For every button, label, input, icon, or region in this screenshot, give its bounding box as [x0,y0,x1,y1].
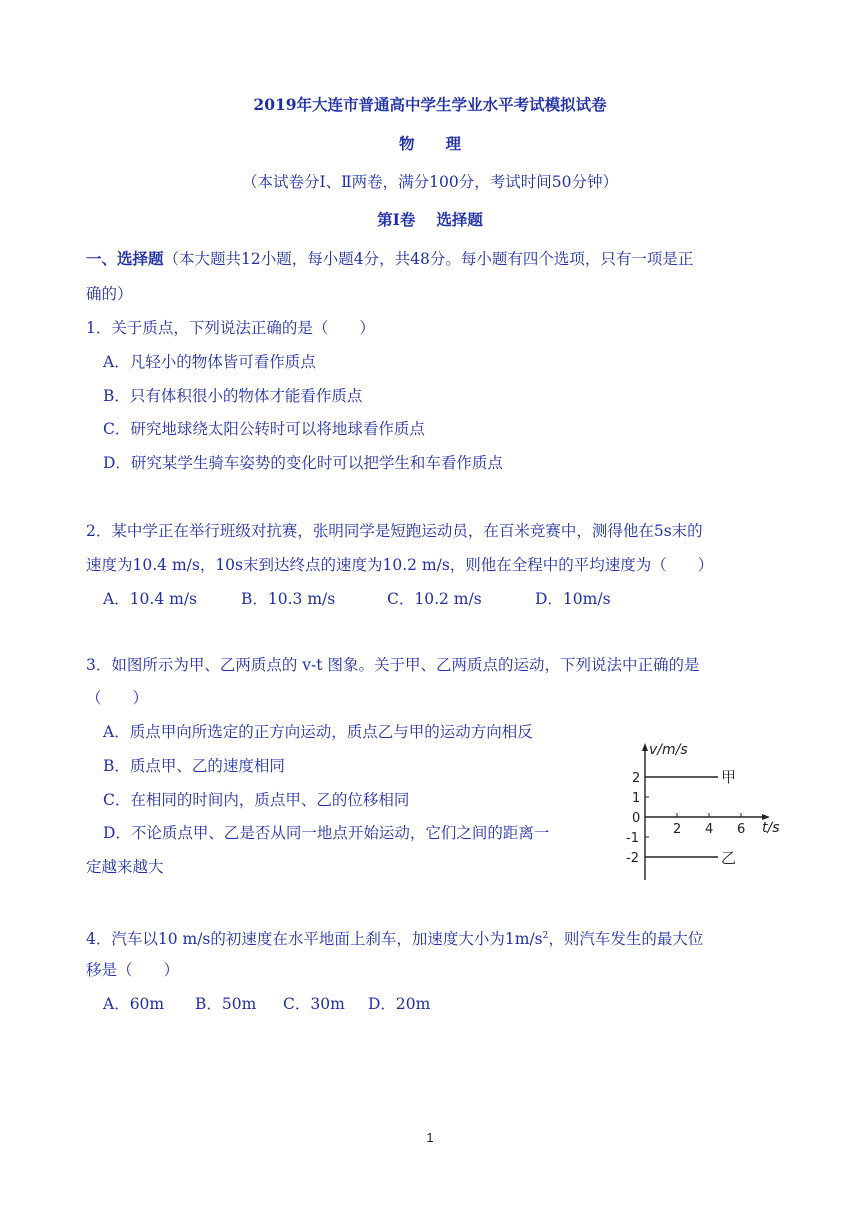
subject-title: 物 理 [398,134,461,153]
q2-option-d: D．10m/s [535,590,611,608]
q3-option-d-line1: D．不论质点甲、乙是否从同一地点开始运动，它们之间的距离一 [103,824,550,842]
q2-option-b: B．10.3 m/s [241,590,336,608]
ytick-1: 1 [632,791,641,806]
q4-option-b: B．50m [195,995,257,1013]
graph-y-arrow [642,743,648,751]
exam-title: 2019年大连市普通高中学生学业水平考试模拟试卷 [253,95,607,114]
q4-line1-b: ，则汽车发生的最大位 [548,930,704,949]
q4-superscript: 2 [542,931,549,941]
ytick-neg1: -1 [626,831,639,846]
q3-line1: 3．如图所示为甲、乙两质点的 v-t 图象。关于甲、乙两质点的运动，下列说法中正确的是 [86,656,700,674]
q1-option-b: B．只有体积很小的物体才能看作质点 [103,387,363,405]
ytick-0: 0 [632,811,641,826]
q3-option-d-line2: 定越来越大 [86,858,164,876]
q4-option-d: D．20m [368,995,431,1013]
ytick-2: 2 [632,771,641,786]
vt-graph [615,740,795,885]
exam-note: （本试卷分Ⅰ、Ⅱ两卷，满分100分，考试时间50分钟） [242,173,618,191]
q1-stem: 1．关于质点，下列说法正确的是（ ） [86,319,375,337]
q4-option-c: C．30m [283,995,345,1013]
q1-option-c: C．研究地球绕太阳公转时可以将地球看作质点 [103,420,425,438]
q3-option-a: A．质点甲向所选定的正方向运动，质点乙与甲的运动方向相反 [103,723,533,741]
part1-instr-line2: 确的） [86,285,133,303]
q2-option-a: A．10.4 m/s [103,590,198,608]
section-title: 第Ⅰ卷 选择题 [377,210,483,229]
page-number: 1 [426,1130,434,1145]
q2-option-c: C．10.2 m/s [387,590,482,608]
part1-instr-line1: （本大题共12小题，每小题4分，共48分。每小题有四个选项，只有一项是正 [163,250,694,268]
q4-line2: 移是（ ） [86,961,180,979]
q4-line1-a: 4．汽车以10 m/s的初速度在水平地面上刹车，加速度大小为1m/s [86,930,543,949]
label-jia: 甲 [721,768,737,786]
q3-line2: （ ） [86,689,149,707]
part1-instructions [86,249,693,269]
graph-xlabel: t/s [762,820,780,836]
q4-option-a: A．60m [103,995,165,1013]
q2-line2: 速度为10.4 m/s，10s末到达终点的速度为10.2 m/s，则他在全程中的平均速度为（ ） [86,556,714,574]
part1-heading: 一、选择题 [86,249,164,268]
q1-option-d: D．研究某学生骑车姿势的变化时可以把学生和车看作质点 [103,454,503,472]
q4-line1 [86,926,703,949]
q2-line1: 2．某中学正在举行班级对抗赛，张明同学是短跑运动员，在百米竞赛中，测得他在5s末的 [86,522,703,540]
xtick-4: 4 [705,822,714,837]
xtick-2: 2 [673,822,682,837]
xtick-6: 6 [737,822,746,837]
label-yi: 乙 [721,849,737,867]
ytick-neg2: -2 [626,851,639,866]
q3-option-b: B．质点甲、乙的速度相同 [103,757,285,775]
q1-option-a: A．凡轻小的物体皆可看作质点 [103,353,316,371]
graph-ylabel: v/m/s [649,742,688,758]
q3-option-c: C．在相同的时间内，质点甲、乙的位移相同 [103,791,410,809]
